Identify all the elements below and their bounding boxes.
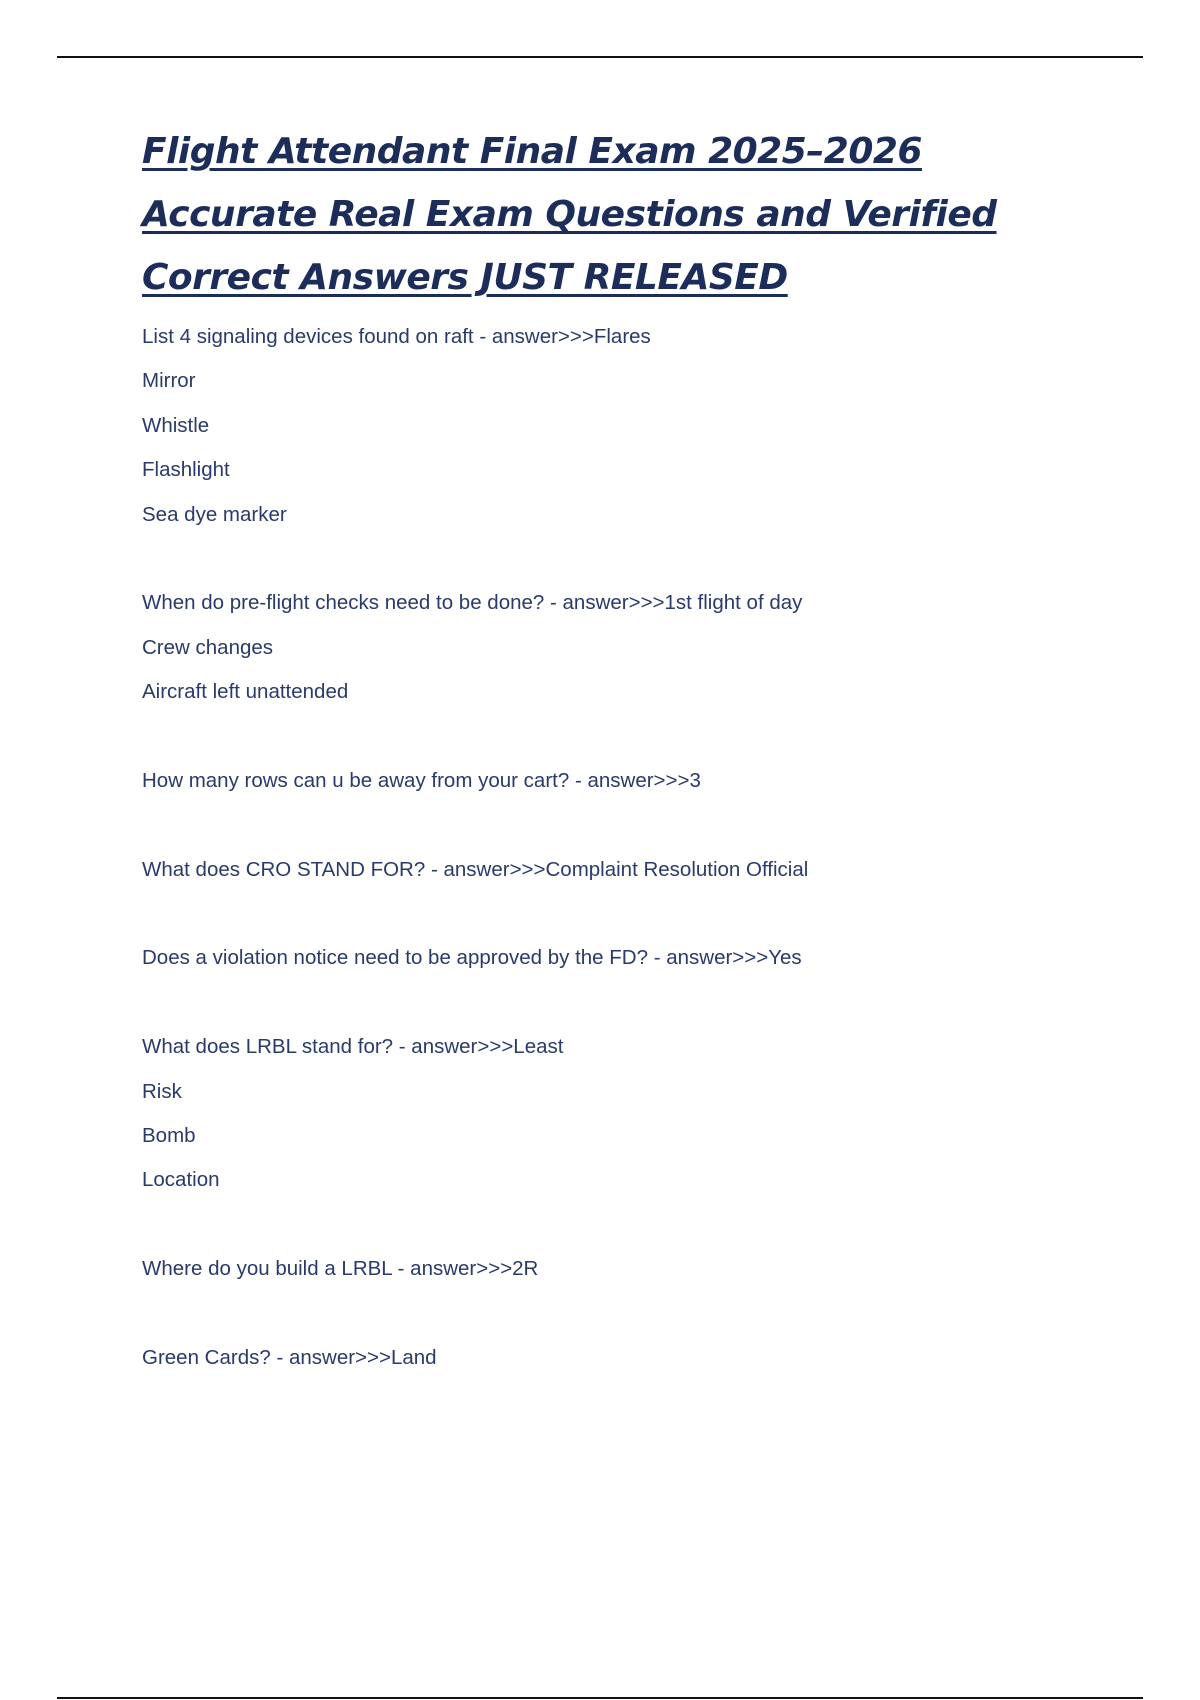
qa-answer-line: Whistle: [142, 413, 210, 437]
qa-item: [142, 581, 1102, 759]
qa-answer-line: Mirror: [142, 369, 196, 393]
title-line: Accurate Real Exam Questions and Verified: [142, 194, 997, 235]
qa-question-line: What does LRBL stand for? - answer>>>Least: [142, 1035, 564, 1059]
qa-answer-line: Aircraft left unattended: [142, 680, 349, 704]
blank-line: [142, 1203, 1102, 1247]
qa-answer-line: Flashlight: [142, 458, 230, 482]
title-line: Correct Answers JUST RELEASED: [142, 257, 788, 298]
title-line: Flight Attendant Final Exam 2025–2026: [142, 131, 922, 172]
blank-line: [142, 715, 1102, 759]
qa-question-line: How many rows can u be away from your cart? - answer>>>3: [142, 768, 701, 792]
qa-list: [142, 315, 1102, 1380]
qa-question-line: List 4 signaling devices found on raft - answer>>>Flares: [142, 325, 651, 348]
qa-item: [142, 1247, 1102, 1336]
qa-item: [142, 848, 1102, 937]
qa-question-line: Green Cards? - answer>>>Land: [142, 1345, 437, 1369]
blank-line: [142, 981, 1102, 1025]
document-title: [142, 120, 1102, 309]
qa-answer-line: Sea dye marker: [142, 502, 287, 526]
qa-answer-line: Bomb: [142, 1124, 196, 1148]
bottom-rule: [57, 1697, 1143, 1699]
qa-item: [142, 936, 1102, 1025]
qa-question-line: When do pre-flight checks need to be done? - answer>>>1st flight of day: [142, 591, 803, 615]
qa-answer-line: Risk: [142, 1079, 182, 1103]
qa-item: [142, 315, 1102, 581]
qa-answer-line: Location: [142, 1168, 220, 1192]
qa-item: [142, 759, 1102, 848]
blank-line: [142, 803, 1102, 847]
top-rule: [57, 56, 1143, 58]
qa-item: [142, 1336, 1102, 1380]
qa-answer-line: Crew changes: [142, 635, 274, 659]
qa-question-line: What does CRO STAND FOR? - answer>>>Complaint Resolution Official: [142, 857, 809, 881]
qa-item: [142, 1025, 1102, 1247]
qa-question-line: Does a violation notice need to be approved by the FD? - answer>>>Yes: [142, 946, 802, 970]
blank-line: [142, 1292, 1102, 1336]
blank-line: [142, 537, 1102, 581]
qa-question-line: Where do you build a LRBL - answer>>>2R: [142, 1257, 539, 1281]
blank-line: [142, 892, 1102, 936]
